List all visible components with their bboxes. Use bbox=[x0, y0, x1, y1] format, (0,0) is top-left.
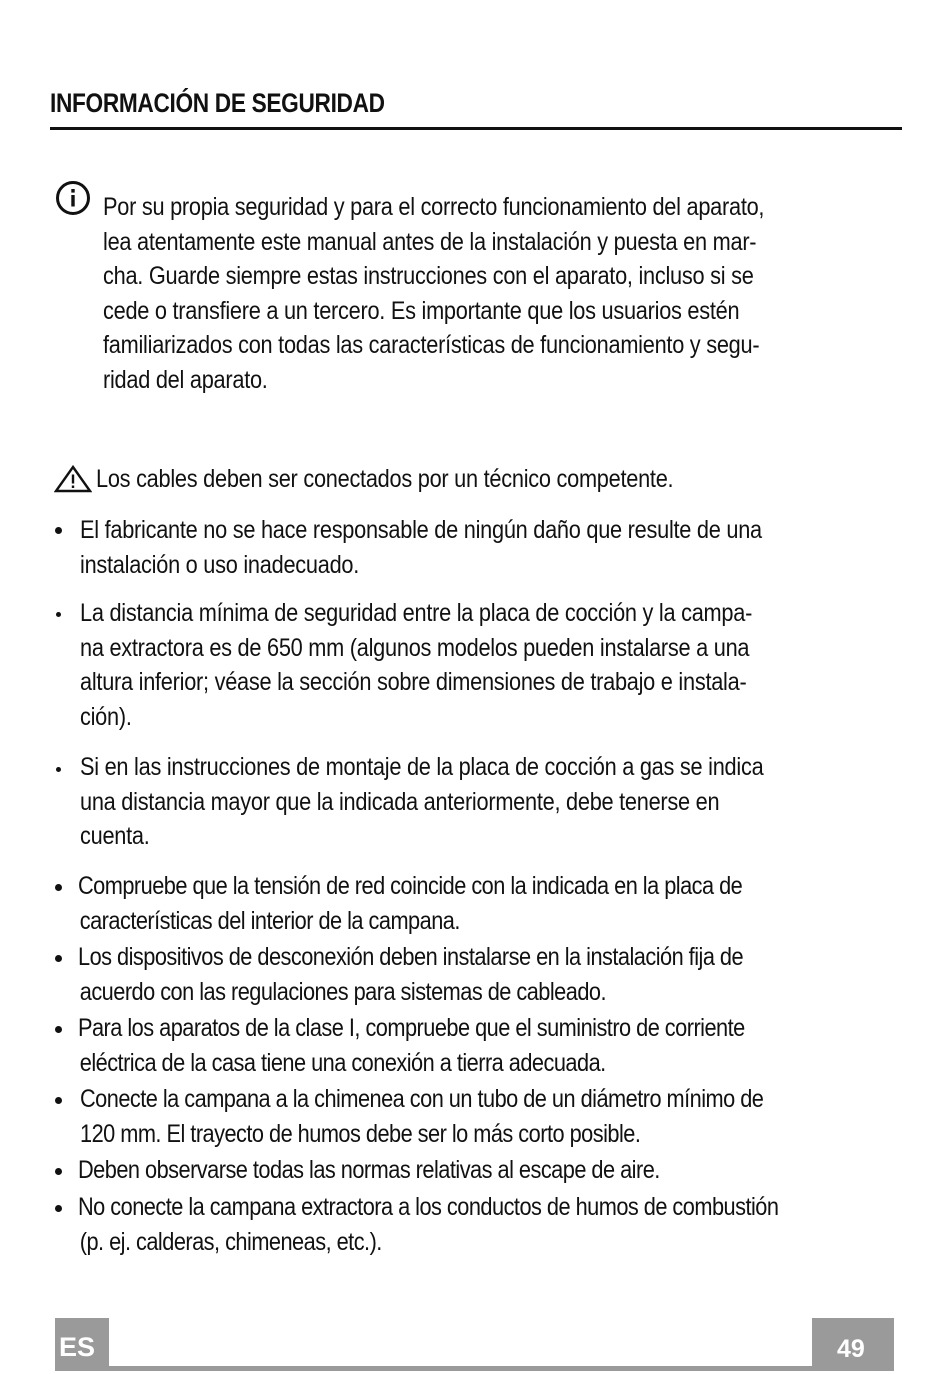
bullet-item bbox=[80, 750, 763, 854]
info-line: Por su propia seguridad y para el correcto funcionamiento del aparato, bbox=[103, 193, 765, 221]
warning-text bbox=[96, 462, 673, 497]
bullet-dot bbox=[55, 1026, 62, 1033]
section-title: INFORMACIÓN DE SEGURIDAD bbox=[50, 88, 385, 118]
warning-triangle-icon bbox=[54, 465, 92, 493]
bullet-item bbox=[78, 1011, 745, 1080]
page-number-tab bbox=[812, 1318, 894, 1371]
bullet-line: La distancia mínima de seguridad entre la placa de cocción y la campa- bbox=[80, 599, 753, 627]
bullet-line: acuerdo con las regulaciones para sistemas de cableado. bbox=[79, 977, 607, 1006]
bullet-line: Compruebe que la tensión de red coincide con la indicada en la placa de bbox=[78, 872, 743, 900]
bullet-item bbox=[80, 596, 752, 734]
language-code: ES bbox=[59, 1332, 96, 1362]
bullet-dot bbox=[55, 884, 62, 891]
bullet-line: cuenta. bbox=[80, 822, 150, 850]
bullet-dot bbox=[55, 1097, 62, 1104]
info-line: lea atentamente este manual antes de la instalación y puesta en mar- bbox=[103, 227, 757, 256]
info-paragraph bbox=[103, 190, 764, 397]
bullet-line: características del interior de la campana. bbox=[79, 906, 460, 935]
footer-rule bbox=[109, 1366, 812, 1371]
info-line: familiarizados con todas las características de funcionamiento y segu- bbox=[103, 331, 760, 359]
title-underline bbox=[50, 127, 902, 130]
bullet-item bbox=[80, 513, 762, 582]
bullet-item bbox=[78, 869, 742, 938]
warning-line: Los cables deben ser conectados por un técnico competente. bbox=[96, 465, 674, 493]
bullet-line: Los dispositivos de desconexión deben instalarse en la instalación fija de bbox=[78, 943, 744, 971]
bullet-dot bbox=[55, 955, 62, 962]
bullet-line: 120 mm. El trayecto de humos debe ser lo más corto posible. bbox=[80, 1119, 641, 1148]
bullet-line: Si en las instrucciones de montaje de la placa de cocción a gas se indica bbox=[80, 753, 764, 781]
bullet-line: Para los aparatos de la clase I, compruebe que el suministro de corriente bbox=[78, 1014, 745, 1042]
bullet-line: eléctrica de la casa tiene una conexión a tierra adecuada. bbox=[79, 1048, 606, 1077]
info-line: cede o transfiere a un tercero. Es importante que los usuarios estén bbox=[103, 296, 740, 325]
bullet-dot bbox=[55, 527, 62, 534]
bullet-item bbox=[80, 1082, 763, 1151]
bullet-line: Deben observarse todas las normas relativas al escape de aire. bbox=[78, 1156, 660, 1184]
info-icon bbox=[55, 180, 91, 216]
bullet-dot bbox=[56, 767, 61, 772]
bullet-line: Conecte la campana a la chimenea con un tubo de un diámetro mínimo de bbox=[80, 1085, 764, 1113]
bullet-line: El fabricante no se hace responsable de ningún daño que resulte de una bbox=[80, 516, 762, 544]
bullet-line: No conecte la campana extractora a los conductos de humos de combustión bbox=[78, 1193, 779, 1221]
bullet-line: (p. ej. calderas, chimeneas, etc.). bbox=[79, 1227, 382, 1256]
info-line: ridad del aparato. bbox=[103, 365, 268, 394]
bullet-dot bbox=[55, 1168, 62, 1175]
bullet-item bbox=[78, 1190, 778, 1259]
bullet-line: instalación o uso inadecuado. bbox=[80, 550, 360, 579]
info-line: cha. Guarde siempre estas instrucciones con el aparato, incluso si se bbox=[103, 262, 754, 290]
bullet-item bbox=[78, 1153, 660, 1188]
bullet-line: altura inferior; véase la sección sobre dimensiones de trabajo e instala- bbox=[80, 668, 747, 696]
bullet-dot bbox=[55, 1205, 62, 1212]
bullet-line: na extractora es de 650 mm (algunos modelos pueden instalarse a una bbox=[80, 633, 750, 662]
bullet-line: una distancia mayor que la indicada anteriormente, debe tenerse en bbox=[80, 787, 720, 816]
bullet-dot bbox=[56, 612, 61, 617]
page-number: 49 bbox=[837, 1335, 865, 1363]
language-tab bbox=[55, 1318, 109, 1371]
bullet-item bbox=[78, 940, 743, 1009]
bullet-line: ción). bbox=[80, 702, 132, 731]
